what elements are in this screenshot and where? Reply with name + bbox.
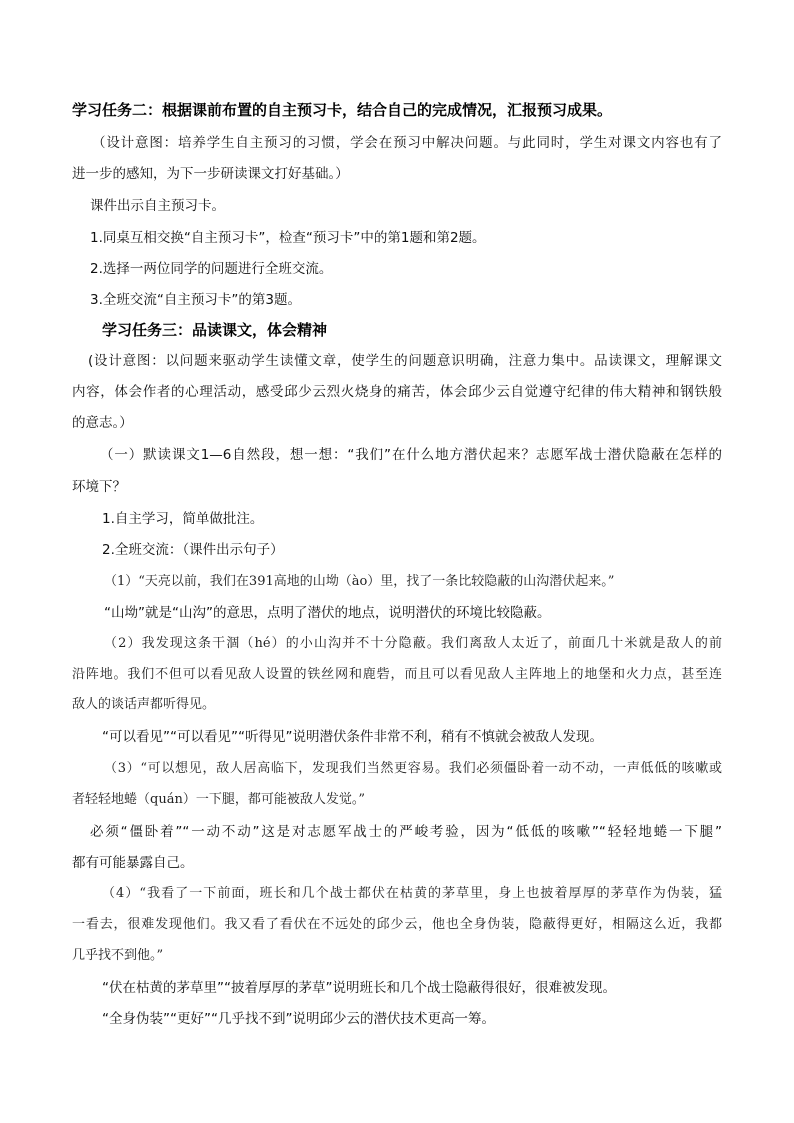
analysis-3-line-2: 都有可能暴露自己。 bbox=[72, 855, 194, 871]
task2-step-1: 1.同桌互相交换“自主预习卡”，检查“预习卡”中的第1题和第2题。 bbox=[90, 230, 486, 246]
analysis-3-line-1: 必须“僵卧着”“一动不动”这是对志愿军战士的严峻考验，因为“低低的咳嗽”“轻轻地蜷一下腿” bbox=[90, 824, 722, 840]
quote-4-line-2: 一看去，很难发现他们。我又看了看伏在不远处的邱少云，他也全身伪装，隐蔽得更好，相隔这么近，我都 bbox=[72, 917, 722, 932]
task2-show-card: 课件出示自主预习卡。 bbox=[90, 198, 225, 214]
quote-4-line-1: （4）“我看了一下前面，班长和几个战士都伏在枯黄的茅草里，身上也披着厚厚的茅草作为伪装，猛 bbox=[102, 886, 722, 901]
task2-step-3: 3.全班交流“自主预习卡”的第3题。 bbox=[90, 292, 301, 308]
part1-step-2: 2.全班交流：（课件出示句子） bbox=[102, 542, 284, 558]
part1-question-line-2: 环境下？ bbox=[72, 479, 126, 495]
task2-heading: 学习任务二：根据课前布置的自主预习卡，结合自己的完成情况，汇报预习成果。 bbox=[72, 101, 613, 119]
part1-step-1: 1.自主学习，简单做批注。 bbox=[102, 511, 264, 527]
quote-2-line-1: （2）我发现这条干涸（hé）的小山沟并不十分隐蔽。我们离敌人太近了，前面几十米就是敌人的前 bbox=[104, 636, 722, 651]
quote-2-line-3: 敌人的谈话声都听得见。 bbox=[72, 697, 216, 712]
task3-heading: 学习任务三：品读课文，体会精神 bbox=[102, 321, 328, 339]
analysis-1: “山坳”就是“山沟”的意思，点明了潜伏的地点，说明潜伏的环境比较隐蔽。 bbox=[104, 605, 551, 621]
quote-4-line-3: 几乎找不到他。” bbox=[72, 948, 164, 963]
analysis-2: “可以看见”“可以看见”“听得见”说明潜伏条件非常不利，稍有不慎就会被敌人发现。 bbox=[102, 729, 603, 745]
analysis-4: “伏在枯黄的茅草里”“披着厚厚的茅草”说明班长和几个战士隐蔽得很好，很难被发现。 bbox=[102, 980, 616, 996]
task2-intent-line-2: 进一步的感知，为下一步研读课文打好基础。） bbox=[72, 166, 349, 182]
quote-3-line-1: （3）“可以想见，敌人居高临下，发现我们当然更容易。我们必须僵卧着一动不动，一声低低的咳嗽或 bbox=[104, 761, 722, 776]
quote-1: （1）“天亮以前，我们在391高地的山坳（ào）里，找了一条比较隐蔽的山沟潜伏起来。” bbox=[104, 574, 615, 589]
quote-2-line-2: 沿阵地。我们不但可以看见敌人设置的铁丝网和鹿砦，而且可以看见敌人主阵地上的地堡和火力点，甚至连 bbox=[72, 667, 722, 682]
part1-question-line-1: （一）默读课文1—6自然段，想一想：“我们”在什么地方潜伏起来？志愿军战士潜伏隐蔽在怎样的 bbox=[100, 447, 722, 463]
task2-step-2: 2.选择一两位同学的问题进行全班交流。 bbox=[90, 261, 333, 277]
analysis-5: “全身伪装”“更好”“几乎找不到”说明邱少云的潜伏技术更高一筹。 bbox=[102, 1011, 495, 1027]
task2-intent-line-1: （设计意图：培养学生自主预习的习惯，学会在预习中解决问题。与此同时，学生对课文内容也有了 bbox=[92, 135, 722, 151]
quote-3-line-2: 者轻轻地蜷（quán）一下腿，都可能被敌人发觉。” bbox=[72, 792, 365, 807]
task3-intent-line-3: 的意志。） bbox=[72, 415, 133, 431]
task3-intent-line-1: (设计意图：以问题来驱动学生读懂文章，使学生的问题意识明确，注意力集中。品读课文，理解课文 bbox=[88, 353, 722, 369]
task3-intent-line-2: 内容，体会作者的心理活动，感受邱少云烈火烧身的痛苦，体会邱少云自觉遵守纪律的伟大精神和钢铁般 bbox=[72, 384, 722, 400]
